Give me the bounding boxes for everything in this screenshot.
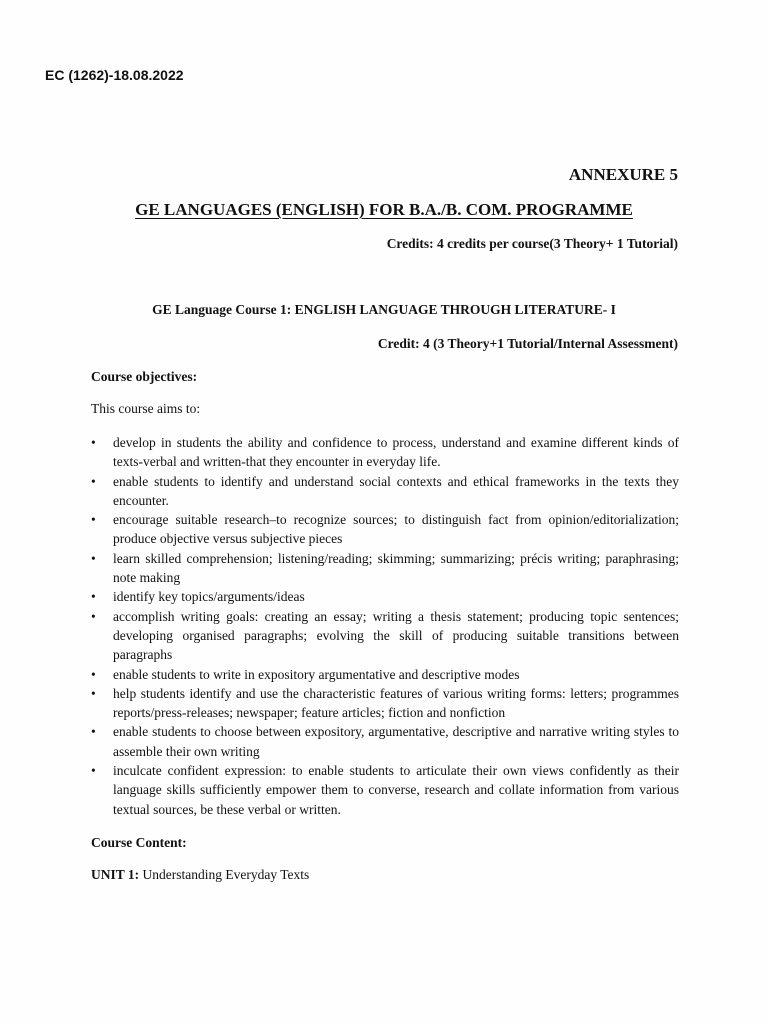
course-credit: Credit: 4 (3 Theory+1 Tutorial/Internal Assessment) xyxy=(377,336,678,351)
content-heading: Course Content: xyxy=(91,835,187,850)
course-name: GE Language Course 1: ENGLISH LANGUAGE THROUGH LITERATURE- I xyxy=(152,302,616,317)
list-item: • develop in students the ability and confidence to process, understand and examine different kinds of texts-verbal and written-that they encounter in everyday life. xyxy=(91,433,679,472)
list-item: • help students identify and use the characteristic features of various writing forms: letters; programmes reports/press-releases; newspaper; feature articles; fiction and nonfiction xyxy=(91,684,679,723)
unit-heading xyxy=(91,867,309,883)
list-item: • accomplish writing goals: creating an essay; writing a thesis statement; producing topic sentences; developing organised paragraphs; evolving the skill of producing suitable transitions between paragraphs xyxy=(91,607,679,665)
list-item: • enable students to write in expository argumentative and descriptive modes xyxy=(91,665,679,684)
list-item: • identify key topics/arguments/ideas xyxy=(91,587,679,606)
list-item: • learn skilled comprehension; listening/reading; skimming; summarizing; précis writing; paraphrasing; note making xyxy=(91,549,679,588)
objectives-list xyxy=(91,433,679,819)
list-item: • encourage suitable research–to recognize sources; to distinguish fact from opinion/editorialization; produce objective versus subjective pieces xyxy=(91,510,679,549)
list-item: • inculcate confident expression: to enable students to articulate their own views confidently as their language skills sufficiently empower them to converse, research and collate information from various textual sources, be these verbal or written. xyxy=(91,761,679,819)
page-title: GE LANGUAGES (ENGLISH) FOR B.A./B. COM. PROGRAMME xyxy=(135,200,633,219)
ec-reference: EC (1262)-18.08.2022 xyxy=(45,67,184,83)
annexure-label: ANNEXURE 5 xyxy=(568,165,678,184)
list-item: • enable students to identify and understand social contexts and ethical frameworks in the texts they encounter. xyxy=(91,472,679,511)
objectives-intro: This course aims to: xyxy=(91,401,201,416)
objectives-heading: Course objectives: xyxy=(91,369,198,384)
unit-title: Understanding Everyday Texts xyxy=(142,867,310,882)
list-item: • enable students to choose between expository, argumentative, descriptive and narrative writing styles to assemble their own writing xyxy=(91,722,679,761)
credits-note: Credits: 4 credits per course(3 Theory+ 1 Tutorial) xyxy=(386,236,678,251)
unit-label: UNIT 1: xyxy=(91,867,140,882)
